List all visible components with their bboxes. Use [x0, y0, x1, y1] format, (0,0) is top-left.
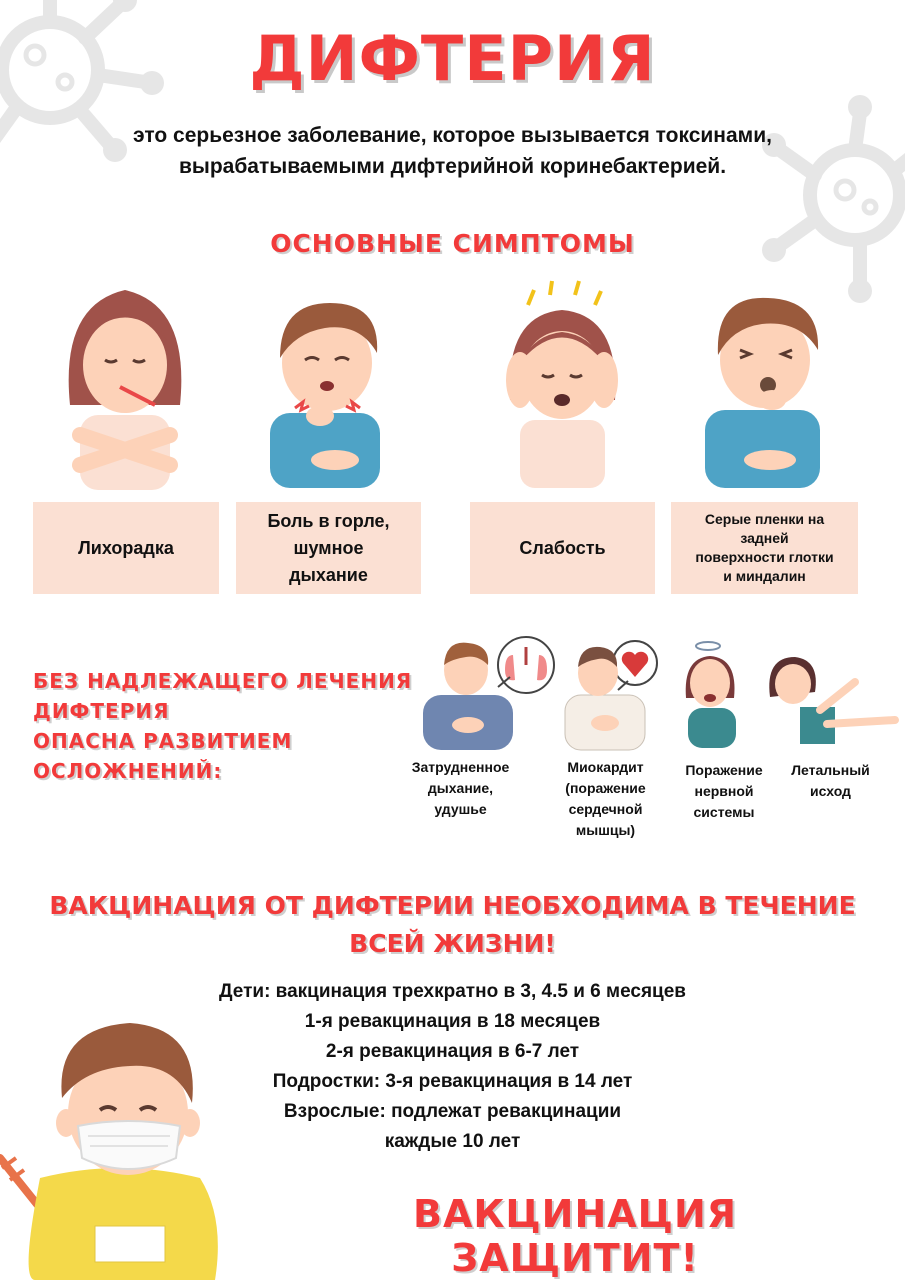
complication-label-myocarditis: Миокардит (поражение сердечной мышцы) — [565, 759, 646, 838]
lungs-illustration — [418, 635, 558, 750]
fever-girl-illustration — [60, 285, 190, 490]
schedule-line: 2-я ревакцинация в 6-7 лет — [325, 1041, 580, 1062]
vaccination-schedule — [140, 977, 765, 1157]
schedule-line: Взрослые: подлежат ревакцинации — [283, 1101, 622, 1122]
complication-label-breathing: Затрудненное дыхание, удушье — [411, 759, 510, 817]
symptom-card-sore-throat: Боль в горле, шумное дыхание — [236, 502, 421, 594]
lethal-outcome-illustration — [765, 652, 900, 747]
heart-illustration — [560, 635, 660, 750]
schedule-line: Дети: вакцинация трехкратно в 3, 4.5 и 6 месяцев — [219, 981, 686, 1002]
page-subtitle: это серьезное заболевание, которое вызывается токсинами, вырабатываемыми дифтерийной коринебактерией. — [133, 124, 772, 178]
nervous-system-illustration — [678, 638, 748, 748]
schedule-line: Подростки: 3-я ревакцинация в 14 лет — [272, 1071, 633, 1092]
complication-label-lethal: Летальный исход — [791, 762, 870, 799]
grey-films-boy-illustration — [700, 290, 830, 488]
symptom-card-fever: Лихорадка — [33, 502, 219, 594]
schedule-line: 1-я ревакцинация в 18 месяцев — [304, 1011, 601, 1032]
masked-boy-illustration — [0, 1018, 230, 1280]
schedule-line: каждые 10 лет — [384, 1131, 521, 1152]
symptoms-heading: ОСНОВНЫЕ СИМПТОМЫ — [270, 229, 635, 258]
final-slogan: ВАКЦИНАЦИЯ ЗАЩИТИТ! — [412, 1192, 738, 1280]
complications-warning: БЕЗ НАДЛЕЖАЩЕГО ЛЕЧЕНИЯ ДИФТЕРИЯ ОПАСНА РАЗВИТИЕМ ОСЛОЖНЕНИЙ: — [33, 669, 413, 783]
page-title: ДИФТЕРИЯ — [249, 22, 656, 95]
sore-throat-boy-illustration — [265, 298, 385, 488]
symptom-card-weakness: Слабость — [470, 502, 655, 594]
complication-label-nervous: Поражение нервной системы — [685, 762, 763, 820]
weakness-girl-illustration — [490, 280, 635, 488]
symptom-card-grey-films: Серые пленки на задней поверхности глотки и миндалин — [671, 502, 858, 594]
vaccination-heading: ВАКЦИНАЦИЯ ОТ ДИФТЕРИИ НЕОБХОДИМА В ТЕЧЕНИЕ ВСЕЙ ЖИЗНИ! — [49, 891, 856, 958]
